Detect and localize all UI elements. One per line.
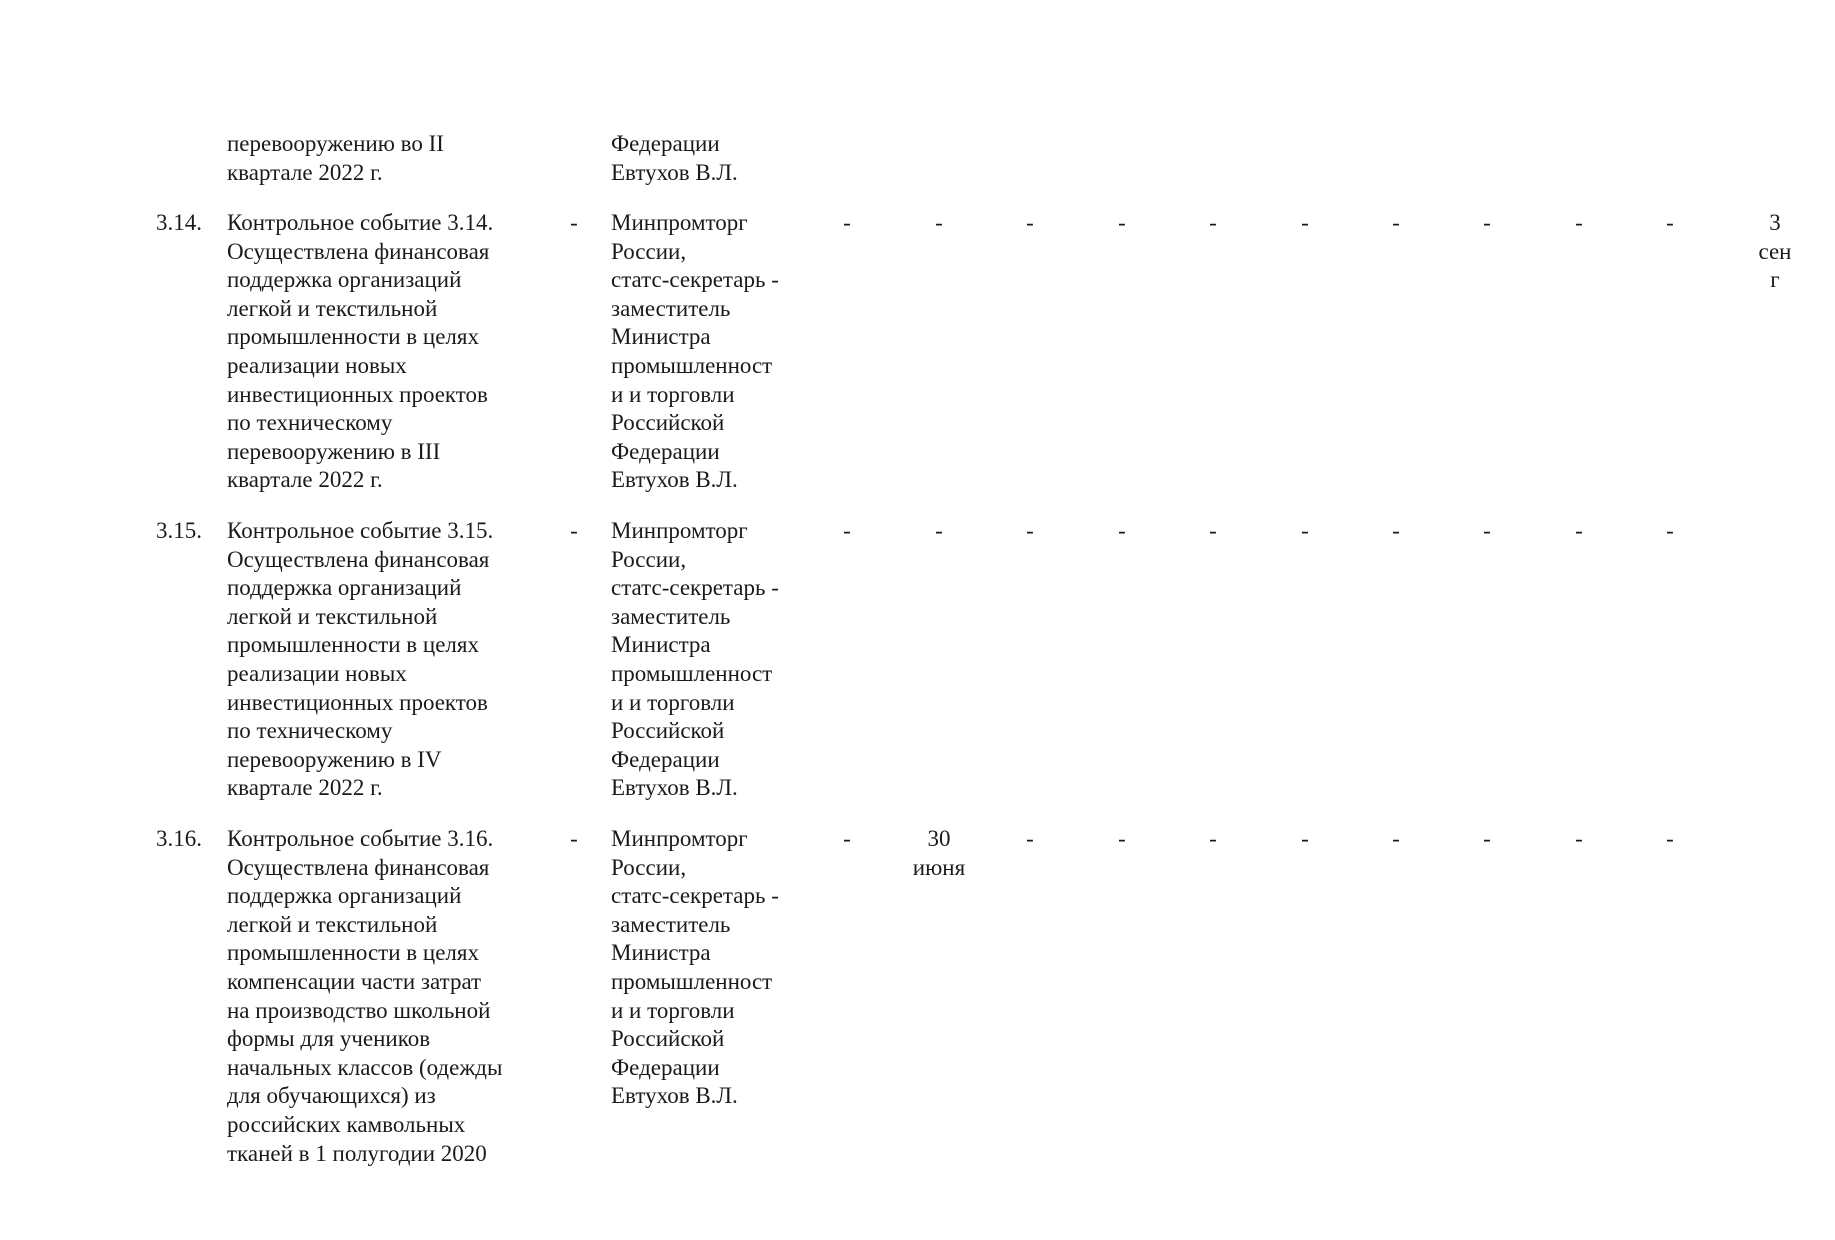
row-dash-cell: - bbox=[570, 210, 578, 235]
row-number: 3.16. bbox=[156, 826, 202, 851]
responsible-cell: Минпромторг России, статс-секретарь - заместитель Министра промышленност и и торговли Российской Федерации Евтухов В.Л. bbox=[611, 826, 779, 1109]
event-description: перевооружению во II квартале 2022 г. bbox=[227, 131, 444, 185]
quarter-cell: - bbox=[1209, 210, 1217, 235]
quarter-cell: - bbox=[843, 518, 851, 543]
quarter-cell: - bbox=[1026, 518, 1034, 543]
quarter-cell: - bbox=[1209, 518, 1217, 543]
quarter-cell-date: 30 июня bbox=[912, 826, 966, 880]
event-description: Контрольное событие 3.16. Осуществлена финансовая поддержка организаций легкой и текстильной промышленности в целях компенсации части затрат на производство школьной формы для учеников начальных классов (одежды для обучающихся) из российских камвольных тканей в 1 полугодии 2020 bbox=[227, 826, 503, 1166]
quarter-cell: - bbox=[1666, 518, 1674, 543]
quarter-cell: - bbox=[1118, 518, 1126, 543]
event-description: Контрольное событие 3.15. Осуществлена финансовая поддержка организаций легкой и текстильной промышленности в целях реализации новых инвестиционных проектов по техническому перевооружению в IV квартале 2022 г. bbox=[227, 518, 494, 801]
quarter-cell: - bbox=[1392, 210, 1400, 235]
row-number: 3.14. bbox=[156, 210, 202, 235]
quarter-cell: - bbox=[1118, 826, 1126, 851]
quarter-cell: - bbox=[1209, 826, 1217, 851]
event-description: Контрольное событие 3.14. Осуществлена финансовая поддержка организаций легкой и текстильной промышленности в целях реализации новых инвестиционных проектов по техническому перевооружению в III квартале 2022 г. bbox=[227, 210, 494, 493]
quarter-cell: - bbox=[843, 826, 851, 851]
quarter-cell: - bbox=[1483, 826, 1491, 851]
quarter-cell: - bbox=[1392, 518, 1400, 543]
quarter-cell: - bbox=[1301, 210, 1309, 235]
row-dash-cell: - bbox=[570, 518, 578, 543]
quarter-cell: - bbox=[1118, 210, 1126, 235]
quarter-cell: - bbox=[1301, 826, 1309, 851]
quarter-cell: - bbox=[1483, 210, 1491, 235]
quarter-cell: - bbox=[1666, 210, 1674, 235]
quarter-cell: - bbox=[1392, 826, 1400, 851]
row-number: 3.15. bbox=[156, 518, 202, 543]
quarter-cell: - bbox=[1026, 826, 1034, 851]
quarter-cell: - bbox=[1666, 826, 1674, 851]
responsible-cell: Минпромторг России, статс-секретарь - заместитель Министра промышленност и и торговли Российской Федерации Евтухов В.Л. bbox=[611, 518, 779, 801]
quarter-cell: - bbox=[843, 210, 851, 235]
clipped-date-cell: 3 сен г bbox=[1758, 210, 1792, 293]
quarter-cell: - bbox=[1575, 826, 1583, 851]
quarter-cell: - bbox=[1301, 518, 1309, 543]
responsible-cell: Минпромторг России, статс-секретарь - заместитель Министра промышленност и и торговли Российской Федерации Евтухов В.Л. bbox=[611, 210, 779, 493]
quarter-cell: - bbox=[935, 210, 943, 235]
quarter-cell: - bbox=[1483, 518, 1491, 543]
row-dash-cell: - bbox=[570, 826, 578, 851]
responsible-cell: Федерации Евтухов В.Л. bbox=[611, 131, 738, 185]
quarter-cell: - bbox=[935, 518, 943, 543]
quarter-cell: - bbox=[1575, 518, 1583, 543]
quarter-cell: - bbox=[1026, 210, 1034, 235]
quarter-cell: - bbox=[1575, 210, 1583, 235]
